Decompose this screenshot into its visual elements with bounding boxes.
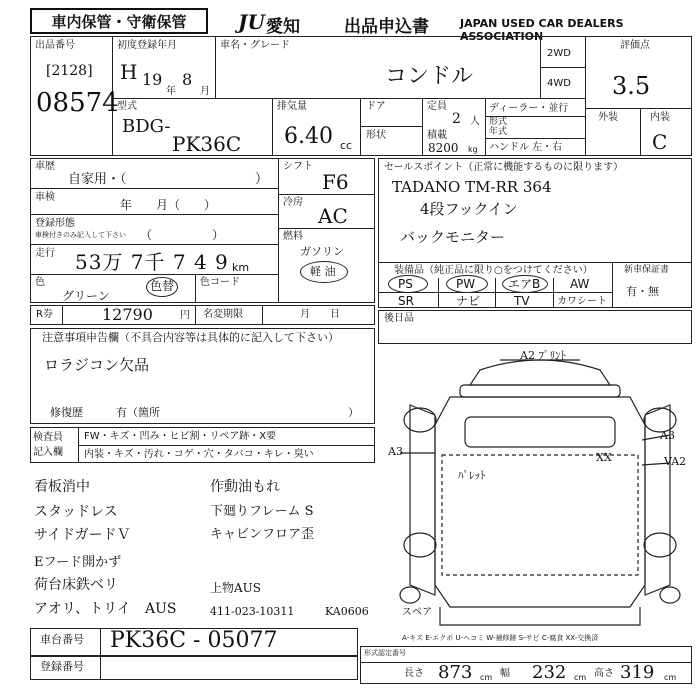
equip-airbag: エアB — [508, 277, 541, 291]
chassis-no-value: PK36C - 05077 — [110, 628, 278, 653]
label-repair-history: 修復歴 — [50, 406, 83, 419]
remark-right-5b: KA0606 — [325, 605, 369, 618]
note-1: ロラジコン欠品 — [44, 356, 150, 374]
model-code: PK36C — [172, 132, 242, 156]
insp-row-2: 内装・キズ・汚れ・コゲ・穴・タバコ・キレ・臭い — [84, 449, 314, 460]
diagram-va2: VA2 — [664, 455, 687, 468]
mileage-value: 53万 7千 7 4 9 — [75, 250, 229, 274]
lot-number: 08574 — [36, 88, 119, 118]
length-value: 873 — [438, 662, 473, 683]
label-chassis-no: 車台番号 — [40, 633, 84, 646]
shift-value: F6 — [322, 170, 349, 194]
model-prefix: BDG- — [122, 116, 171, 137]
repair-value: 有（箇所 — [116, 406, 160, 419]
org-name: 愛知 — [266, 17, 300, 37]
label-door: ドア — [366, 101, 386, 112]
warranty-yes-no: 有・無 — [626, 285, 659, 298]
sales-point-2: 4段フックイン — [420, 200, 518, 218]
first-reg-era: H — [120, 60, 138, 84]
equip-sr: SR — [398, 294, 414, 308]
equip-pw: PW — [456, 277, 476, 291]
label-width: 幅 — [500, 668, 510, 679]
remark-2: スタッドレス — [34, 504, 118, 520]
repair-close: ） — [348, 406, 359, 419]
interior-grade: C — [652, 130, 668, 154]
label-model-type: 型式 — [117, 101, 137, 112]
equip-ps-circle — [388, 275, 428, 293]
reg-form-note: 車検付きのみ記入して下さい — [35, 231, 126, 239]
yen-unit: 円 — [180, 310, 190, 321]
label-inspector: 検査員 記入欄 — [33, 432, 63, 458]
org-english: JAPAN USED CAR DEALERS ASSOCIATION — [460, 17, 624, 43]
label-car-history: 車歴 — [35, 161, 55, 172]
lot-bracket: [2128] — [46, 63, 93, 79]
label-notes: 注意事項申告欄（不具合内容等は具体的に記入して下さい） — [42, 331, 339, 344]
remark-right-3: キャビンフロア歪 — [210, 527, 315, 542]
width-value: 232 — [532, 662, 567, 683]
fuel-diesel-circle — [300, 261, 348, 283]
capacity-value: 2 — [452, 111, 461, 127]
after-day-block — [378, 310, 692, 344]
height-value: 319 — [620, 662, 655, 683]
car-history-close: ） — [255, 172, 269, 187]
label-first-reg: 初度登録年月 — [117, 40, 177, 51]
remark-3: サイドガードＶ — [34, 527, 131, 543]
length-unit: cm — [480, 673, 493, 682]
diagram-a3-right: A3 — [660, 429, 675, 442]
first-reg-year: 19 — [142, 70, 163, 89]
label-after-day: 後日品 — [384, 313, 414, 324]
insp-row-1: FW・キズ・凹み・ヒビ割・リペア跡・X要 — [84, 431, 277, 442]
color-paint: 色替 — [150, 279, 175, 293]
equip-airbag-circle — [502, 275, 548, 293]
label-dealer-parallel: ディーラー・並行 — [489, 103, 569, 114]
label-model-grade: 車名・グレード — [220, 40, 290, 51]
name-change-value: 月 日 — [300, 309, 340, 320]
label-reg-no: 登録番号 — [40, 660, 84, 673]
diagram-bed: ﾊﾟﾚｯﾄ — [458, 469, 486, 482]
month-unit: 月 — [200, 86, 210, 97]
label-length: 長さ — [404, 668, 424, 679]
equip-kawa: カワシート — [557, 296, 607, 307]
label-shift: シフト — [283, 161, 313, 172]
label-capacity: 定員 — [427, 101, 447, 112]
label-color-code: 色コード — [200, 277, 240, 288]
color-paint-circle — [146, 277, 178, 297]
remark-right-2: 下廻りフレーム S — [210, 504, 314, 519]
label-exterior: 外装 — [598, 112, 618, 123]
label-year-type: 形式 年式 — [489, 117, 508, 137]
label-2wd: 2WD — [547, 48, 571, 59]
capacity-unit: 人 — [470, 116, 480, 127]
car-history-value: 自家用・（ — [68, 172, 127, 187]
label-color: 色 — [35, 277, 45, 288]
color-value: グリーン — [62, 289, 110, 303]
label-rating: 評価点 — [620, 40, 650, 51]
diagram-xx: XX — [596, 451, 612, 464]
label-r-ticket: R券 — [36, 309, 53, 320]
height-unit: cm — [664, 673, 677, 682]
label-height: 高さ — [594, 668, 614, 679]
label-load: 積載 — [427, 130, 447, 141]
remark-right-1: 作動油もれ — [210, 479, 280, 495]
km-unit: km — [232, 261, 250, 274]
label-4wd: 4WD — [547, 78, 571, 89]
r-ticket-value: 12790 — [102, 305, 153, 324]
displacement-value: 6.40 — [284, 124, 333, 149]
reg-form-paren: （ ） — [140, 228, 225, 242]
inspection-value: 年 月（ ） — [120, 198, 217, 212]
car-damage-diagram — [380, 345, 692, 635]
label-interior: 内装 — [650, 112, 670, 123]
label-reg-form: 登録形態 — [35, 218, 75, 229]
first-reg-month: 8 — [182, 70, 193, 89]
label-displacement: 排気量 — [277, 101, 307, 112]
load-value: 8200 — [428, 141, 459, 155]
label-handle: ハンドル 左・右 — [489, 142, 563, 153]
equip-ps: PS — [398, 277, 413, 291]
diagram-a3-left: A3 — [388, 445, 403, 458]
remark-right-4: 上物AUS — [210, 581, 262, 595]
equip-aw: AW — [570, 277, 590, 291]
ac-value: AC — [318, 204, 348, 228]
width-unit: cm — [574, 673, 587, 682]
diagram-top-note: A2 ﾌﾟﾘﾝﾄ — [520, 349, 566, 362]
remark-6: アオリ、トリイ — [34, 601, 131, 617]
year-unit: 年 — [166, 86, 176, 97]
kg-unit: kg — [468, 145, 478, 154]
ju-logo: JU — [238, 10, 265, 34]
label-inspection: 車検 — [35, 192, 55, 203]
fuel-diesel: 軽 油 — [310, 265, 336, 278]
label-sales-point: セールスポイント（正常に機能するものに限ります） — [384, 162, 624, 173]
remark-right-5: 411-023-10311 — [210, 605, 295, 618]
label-new-car-warranty: 新車保証書 — [624, 265, 670, 275]
remark-4: Eフード開かず — [34, 555, 122, 570]
label-mileage: 走行 — [35, 248, 55, 259]
equip-pw-circle — [446, 275, 488, 293]
storage-title: 車内保管・守衛保管 — [30, 8, 208, 34]
label-fuel: 燃料 — [283, 231, 303, 242]
label-form: 形状 — [366, 130, 386, 141]
label-equipment: 装備品（純正品に限り○をつけてください） — [394, 265, 593, 276]
cc-unit: cc — [340, 139, 353, 152]
label-name-change: 名変期限 — [203, 309, 243, 320]
damage-legend: A-キズ E-エクボ U-ヘコミ W-補修跡 S-サビ C-腐食 XX-交換済 — [402, 634, 599, 642]
label-cert-ref: 形式認定番号 — [364, 649, 406, 657]
form-frame — [30, 36, 692, 156]
remark-1: 看板消中 — [34, 479, 90, 495]
form-title: 出品申込書 — [344, 17, 429, 37]
equip-navi: ナビ — [456, 294, 481, 308]
diagram-spare: スペア — [402, 607, 432, 618]
remark-6b: AUS — [145, 601, 177, 617]
label-lot-no: 出品番号 — [35, 40, 75, 51]
sales-point-1: TADANO TM-RR 364 — [392, 178, 552, 196]
remark-5: 荷台床鉄ベリ — [34, 577, 118, 593]
label-ac: 冷房 — [283, 197, 303, 208]
sales-point-3: バックモニター — [400, 228, 506, 246]
model-name: コンドル — [385, 64, 474, 89]
equip-tv: TV — [514, 294, 530, 308]
fuel-gasoline: ガソリン — [300, 245, 344, 258]
rating-value: 3.5 — [612, 72, 651, 100]
